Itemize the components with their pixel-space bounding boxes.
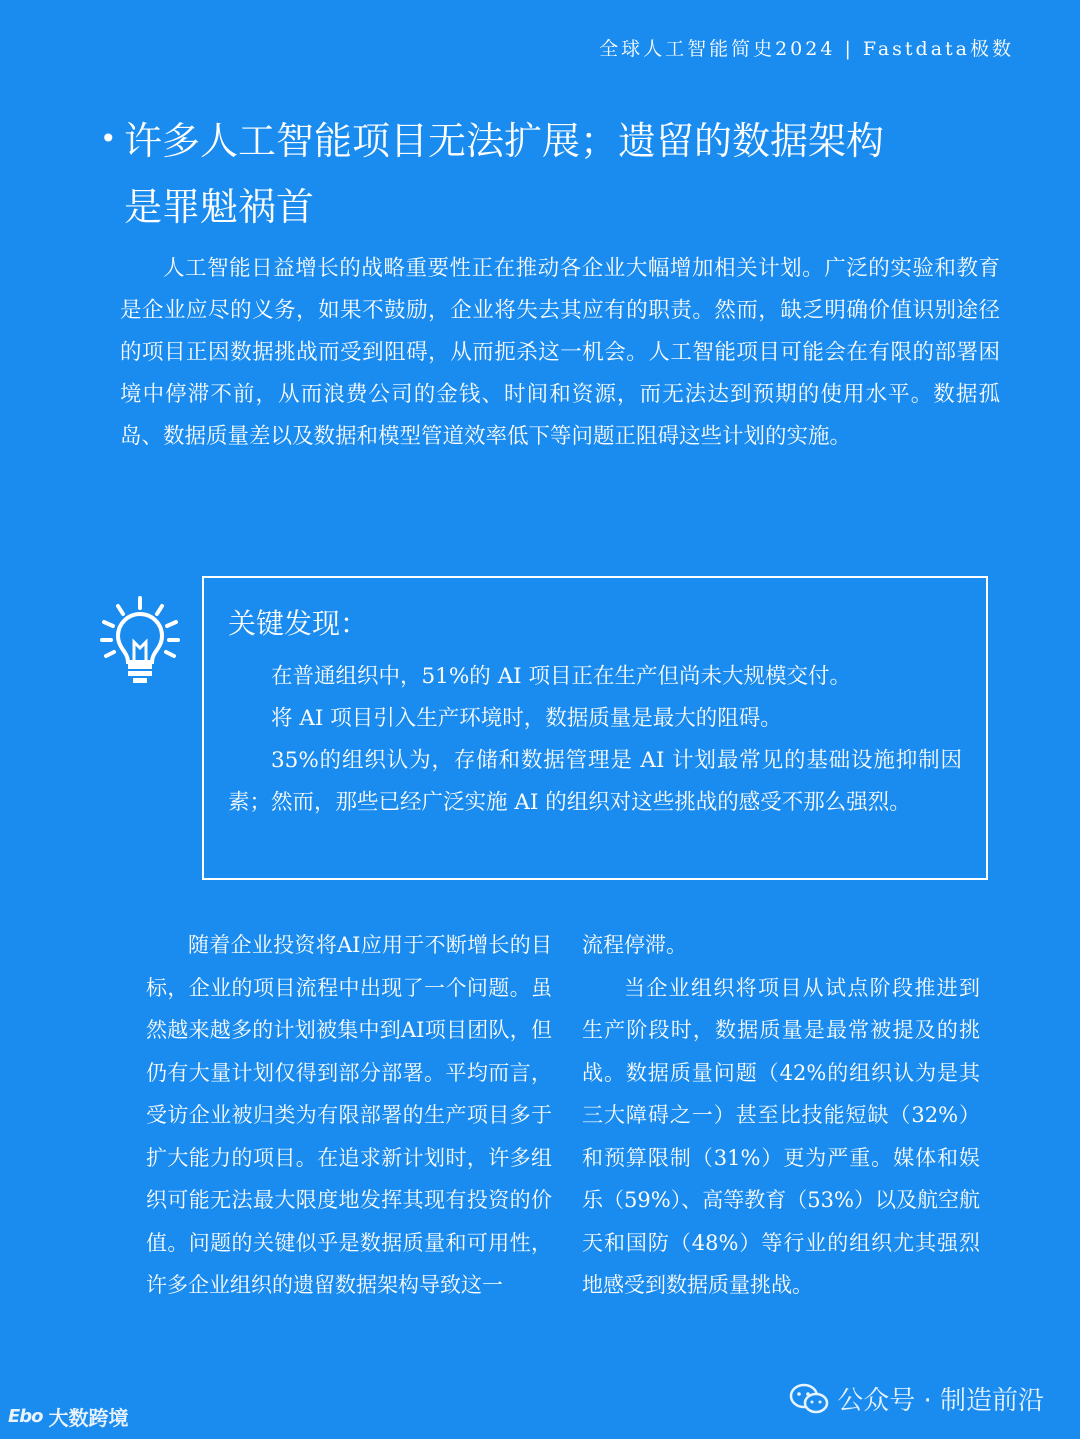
- intro-paragraph: 人工智能日益增长的战略重要性正在推动各企业大幅增加相关计划。广泛的实验和教育是企业应尽的义务，如果不鼓励，企业将失去其应有的职责。然而，缺乏明确价值识别途径的项目正因数据挑战而受到阻碍，从而扼杀这一机会。人工智能项目可能会在有限的部署困境中停滞不前，从而浪费公司的金钱、时间和资源，而无法达到预期的使用水平。数据孤岛、数据质量差以及数据和模型管道效率低下等问题正阻碍这些计划的实施。: [120, 256, 1000, 449]
- brand-logo: Ebo: [8, 1406, 43, 1427]
- section-title-block: [100, 108, 980, 240]
- left-column: [146, 924, 552, 1307]
- watermark-left: [8, 1402, 129, 1431]
- key-finding-item: 35%的组织认为，存储和数据管理是 AI 计划最常见的基础设施抑制因素；然而，那些已经广泛实施 AI 的组织对这些挑战的感受不那么强烈。: [228, 748, 962, 815]
- right-column-continuation: 流程停滞。: [582, 933, 687, 957]
- title-bullet: •: [100, 122, 117, 155]
- page-header: 全球人工智能简史2024 | Fastdata极数: [599, 38, 1014, 60]
- key-findings-box: [202, 576, 988, 880]
- key-finding-item: 将 AI 项目引入生产环境时，数据质量是最大的阻碍。: [271, 706, 782, 731]
- section-title: [124, 108, 980, 240]
- watermark-right-text: 公众号 · 制造前沿: [837, 1386, 1044, 1416]
- key-findings-title: 关键发现：: [228, 607, 369, 640]
- right-column-paragraph: 当企业组织将项目从试点阶段推进到生产阶段时，数据质量是最常被提及的挑战。数据质量问题（42%的组织认为是其三大障碍之一）甚至比技能短缺（32%）和预算限制（31%）更为严重。媒体和娱乐（59%）、高等教育（53%）以及航空航天和国防（48%）等行业的组织尤其强烈地感受到数据质量挑战。: [582, 975, 980, 1297]
- right-column: [582, 924, 980, 1307]
- section-title-line-2: 是罪魁祸首: [124, 185, 315, 229]
- section-title-line-1: 许多人工智能项目无法扩展；遗留的数据架构: [124, 119, 885, 163]
- watermark-left-text: 大数跨境: [48, 1406, 129, 1430]
- intro-section: [120, 248, 1000, 458]
- wechat-icon: [789, 1383, 829, 1415]
- watermark-right: [789, 1380, 1044, 1417]
- left-column-paragraph: 随着企业投资将AI应用于不断增长的目标，企业的项目流程中出现了一个问题。虽然越来越多的计划被集中到AI项目团队，但仍有大量计划仅得到部分部署。平均而言，受访企业被归类为有限部署的生产项目多于扩大能力的项目。在追求新计划时，许多组织可能无法最大限度地发挥其现有投资的价值。问题的关键似乎是数据质量和可用性，许多企业组织的遗留数据架构导致这一: [146, 933, 552, 1297]
- lightbulb-icon: [100, 596, 180, 686]
- key-finding-item: 在普通组织中，51%的 AI 项目正在生产但尚未大规模交付。: [271, 664, 851, 689]
